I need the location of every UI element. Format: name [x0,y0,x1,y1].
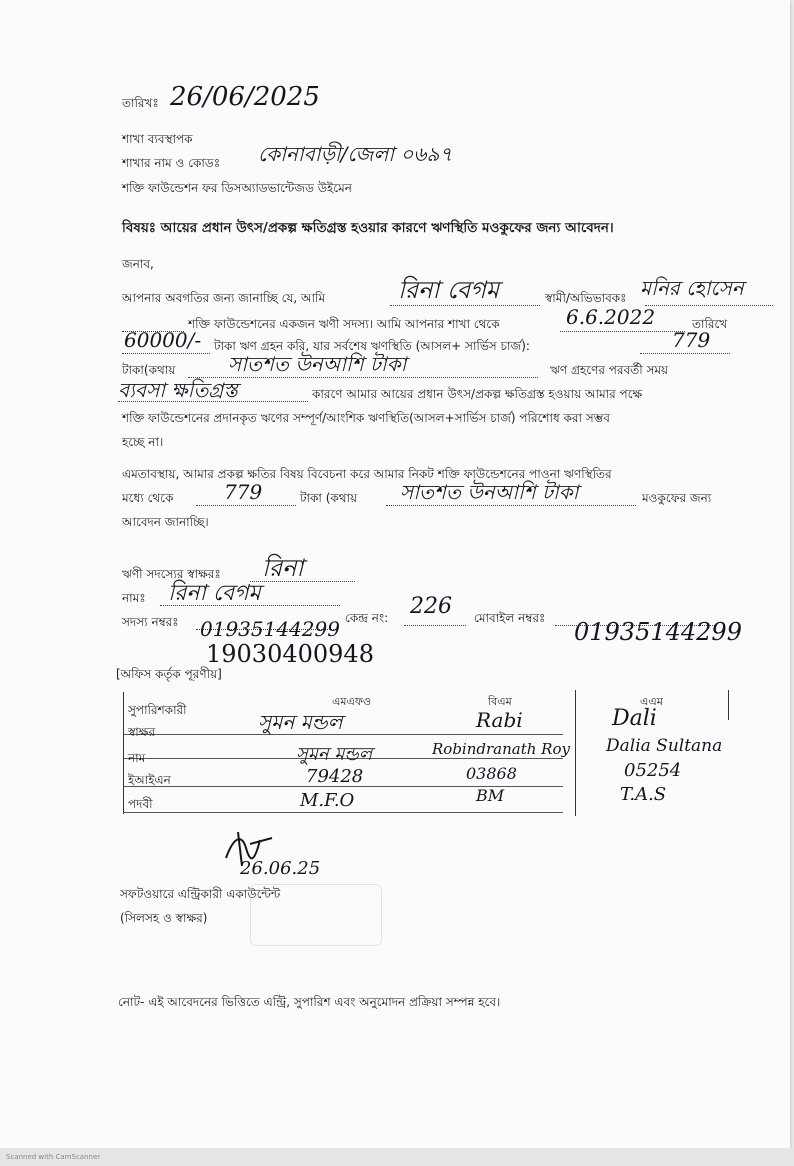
table-border-left [123,692,124,814]
para1-line5a: কারণে আমার আয়ের প্রধান উৎস/প্রকল্প ক্ষতিগ্রস্ত হওয়ায় আমার পক্ষে [312,387,643,401]
member-number: 01935144299 [200,617,340,641]
row-label-name: নাম [128,751,146,765]
para1-line3a: টাকা ঋণ গ্রহন করি, যার সর্বশেষ ঋণস্থিতি (আসল+ সার্ভিস চার্জ): [214,339,530,353]
table-col-divider-3 [728,690,729,720]
row-label-recommender: সুপারিশকারী [128,703,187,717]
bm-signature: Rabi [476,708,523,732]
center-dotline [404,624,466,626]
loan-date: 6.6.2022 [566,305,656,329]
accountant-title: সফটওয়ারে এন্ট্রিকারী একাউন্টেন্ট [120,887,281,901]
signature-dotline [250,580,355,582]
bm-ein: 03868 [466,764,517,783]
para1-line4a: টাকা(কথায় [122,363,176,377]
center-label: কেন্দ্র নং: [345,611,389,625]
loss-reason: ব্যবসা ক্ষতিগ্রস্ত [118,378,238,402]
mfo-designation: M.F.O [300,790,355,811]
member-name-label: নামঃ [122,591,146,605]
branch-value: কোনাবাড়ী/জেলা ০৬৯৭ [258,142,453,166]
am-signature: Dali [612,706,657,731]
bm-designation: BM [476,786,505,805]
center-number: 226 [410,594,452,619]
member-id: 19030400948 [206,640,374,668]
para2-line2b: টাকা (কথায় [300,491,358,505]
waive-amount-dotline [196,504,296,506]
para2-line2a: মধ্যে থেকে [122,491,174,505]
scanner-watermark: Scanned with CamScanner [6,1153,101,1161]
para2-line2c: মওকুফের জন্য [642,491,712,505]
balance-in-words: সাতশত উনআশি টাকা [228,352,407,376]
row-label-signature: স্বাক্ষর [128,725,156,739]
office-use-note: [অফিস কর্তৃক পূরণীয়] [116,667,222,681]
accountant-seal-note: (সিলসহ ও স্বাক্ষর) [120,911,208,925]
loan-balance: 779 [672,328,711,352]
para1-line4b: ঋণ গ্রহণের পরবর্তী সময় [550,363,669,377]
date-value: 26/06/2025 [170,82,320,112]
reason-dotline [118,400,308,402]
loan-amount: 60000/- [124,328,202,352]
para2-line3: আবেদন জানাচ্ছি। [122,515,209,529]
mfo-name: সুমন মন্ডল [296,744,373,765]
member-signature: রিনা [262,554,304,582]
row-label-designation: পদবী [128,797,153,811]
table-row-line [123,734,563,735]
table-col-am: এএম [640,695,663,708]
para1-line2b: তারিখে [692,317,728,331]
am-ein: 05254 [624,760,682,781]
mobile-number: 01935144299 [574,618,742,646]
member-name: রিনা বেগম [168,581,261,606]
member-signature-label: ঋণী সদস্যের স্বাক্ষরঃ [122,567,221,581]
manager-label: শাখা ব্যবস্থাপক [122,132,193,146]
row-label-ein: ইআইএন [128,773,171,787]
para1-line7: হচ্ছে না। [122,435,164,449]
branch-label: শাখার নাম ও কোডঃ [122,156,221,170]
member-no-label: সদস্য নম্বরঃ [122,615,179,629]
am-designation: T.A.S [620,784,667,805]
table-col-divider-2 [575,690,576,816]
faint-seal-stamp [250,884,382,946]
date-label: তারিখঃ [122,96,159,110]
loan-date-dotline [560,330,685,332]
waive-amount: 779 [224,480,263,504]
name2-dotline [160,604,340,606]
para1-line1a: আপনার অবগতির জন্য জানাচ্ছি যে, আমি [122,291,326,305]
guardian-name: মনির হোসেন [640,276,744,300]
scanner-footer [0,1148,794,1166]
bm-name: Robindranath Roy [432,740,570,758]
mfo-signature: সুমন মন্ডল [258,710,343,734]
salutation: জনাব, [122,257,154,271]
footer-note: নোট- এই আবেদনের ভিত্তিতে এন্ট্রি, সুপারিশ এবং অনুমোদন প্রক্রিয়া সম্পন্ন হবে। [118,995,501,1009]
para2-line1: এমতাবস্থায়, আমার প্রকল্প ক্ষতির বিষয় বিবেচনা করে আমার নিকট শক্তি ফাউন্ডেশনের পাওনা ঋণস্থিতির [122,467,612,481]
waive-in-words: সাতশত উনআশি টাকা [400,480,579,504]
table-col-bm: বিএম [488,695,512,708]
para1-line2a: শক্তি ফাউন্ডেশনের একজন ঋণী সদস্য। আমি আপনার শাখা থেকে [188,317,500,331]
am-name: Dalia Sultana [606,736,723,756]
accountant-date: 26.06.25 [240,858,321,879]
org-name: শক্তি ফাউন্ডেশন ফর ডিসঅ্যাডভান্টেজড উইমেন [122,181,352,195]
applicant-name: রিনা বেগম [398,276,500,304]
mobile-label: মোবাইল নম্বরঃ [474,611,546,625]
para1-line6: শক্তি ফাউন্ডেশনের প্রদানকৃত ঋণের সম্পূর্ণ/আংশিক ঋণস্থিতি(আসল+সার্ভিস চার্জ) পরিশোধ করা সম্ভব [122,411,610,425]
amount-dotline [122,352,210,354]
balance-dotline [640,352,730,354]
mfo-ein: 79428 [306,766,364,787]
table-col-mfo: এমএফও [332,695,371,708]
para1-line1b: স্বামী/অভিভাবকঃ [545,291,627,305]
table-row-line [123,812,563,813]
subject-line: বিষয়ঃ আয়ের প্রধান উৎস/প্রকল্প ক্ষতিগ্রস্ত হওয়ার কারণে ঋণস্থিতি মওকুফের জন্য আবেদন। [122,220,614,236]
